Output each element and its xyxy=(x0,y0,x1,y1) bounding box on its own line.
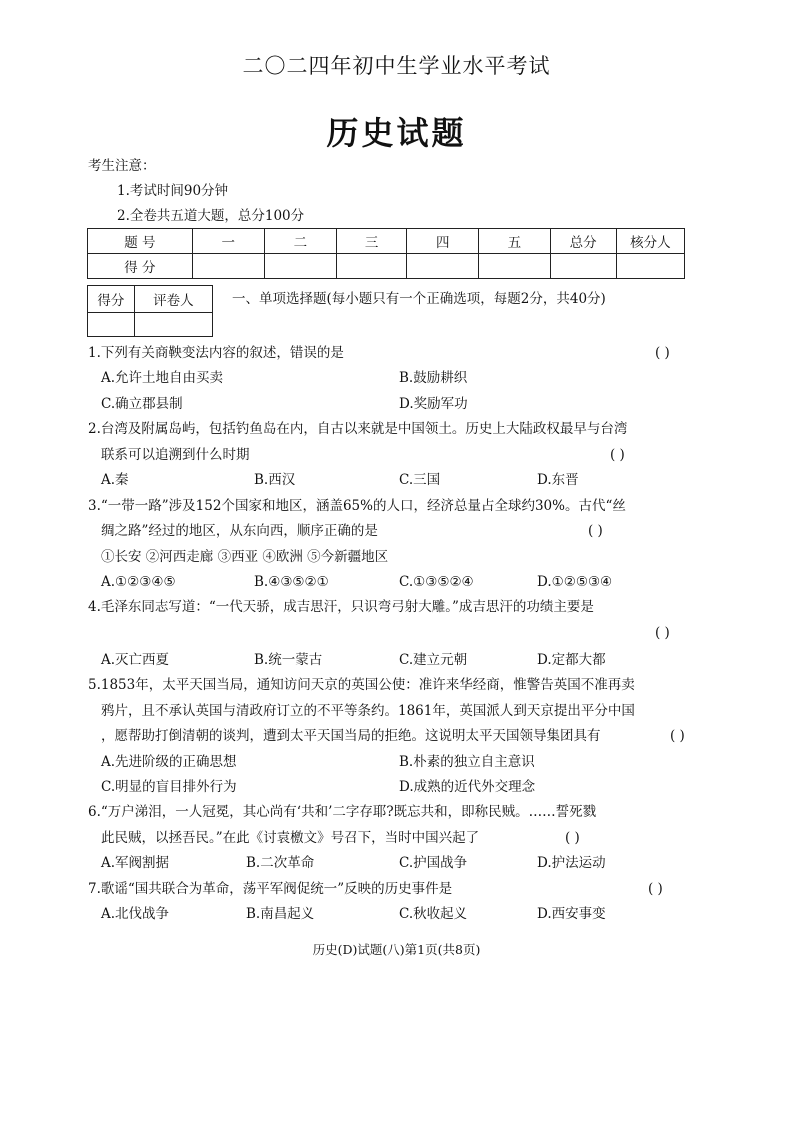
option: B.二次革命 xyxy=(246,855,315,871)
notice-item-2: 2.全卷共五道大题，总分100分 xyxy=(117,208,305,224)
option: C.秋收起义 xyxy=(399,906,468,922)
question-stem: 3.“一带一路”涉及152个国家和地区，涵盖65%的人口，经济总量占全球约30%。古代“丝 xyxy=(88,498,626,514)
option: A.秦 xyxy=(101,472,129,488)
answer-bracket: ( ) xyxy=(648,881,663,897)
score-header-cell: 三 xyxy=(337,229,407,254)
answer-bracket: ( ) xyxy=(670,728,685,744)
grader-score-label: 得分 xyxy=(88,286,135,313)
option: B.④③⑤②① xyxy=(254,574,329,590)
option: D.①②⑤③④ xyxy=(537,574,613,590)
subject-title: 历史试题 xyxy=(326,114,467,152)
option: A.军阀割据 xyxy=(101,855,170,871)
question-stem: 2.台湾及附属岛屿，包括钓鱼岛在内，自古以来就是中国领土。历史上大陆政权最早与台湾 xyxy=(88,421,628,437)
question-stem: ，愿帮助打倒清朝的谈判，遭到太平天国当局的拒绝。这说明太平天国领导集团具有 xyxy=(101,728,601,744)
grader-name-cell xyxy=(134,313,212,337)
grader-name-label: 评卷人 xyxy=(134,286,212,313)
score-header-cell: 总分 xyxy=(550,229,616,254)
score-row-label: 得 分 xyxy=(88,254,193,279)
answer-bracket: ( ) xyxy=(610,447,625,463)
question-stem: 鸦片，且不承认英国与清政府订立的不平等条约。1861年，英国派人到天京提出平分中国 xyxy=(101,703,635,719)
answer-bracket: ( ) xyxy=(655,345,670,361)
score-input-cell xyxy=(479,254,550,279)
question-stem: 5.1853年，太平天国当局，通知访问天京的英国公使：准许来华经商，惟警告英国不准再卖 xyxy=(88,677,635,693)
grader-score-cell xyxy=(88,313,135,337)
answer-bracket: ( ) xyxy=(565,830,580,846)
score-input-cell xyxy=(264,254,336,279)
option: C.①③⑤②④ xyxy=(399,574,474,590)
option: A.允许土地自由买卖 xyxy=(101,370,224,386)
score-input-cell xyxy=(407,254,479,279)
option: C.明显的盲目排外行为 xyxy=(101,779,237,795)
question-stem: ①长安 ②河西走廊 ③西亚 ④欧洲 ⑤今新疆地区 xyxy=(101,549,389,565)
option: D.东晋 xyxy=(537,472,579,488)
question-stem: 此民贼，以拯吾民。”在此《讨袁檄文》号召下，当时中国兴起了 xyxy=(101,830,480,846)
grader-box xyxy=(87,285,213,337)
option: B.西汉 xyxy=(254,472,296,488)
exam-title: 二〇二四年初中生学业水平考试 xyxy=(242,54,551,78)
score-input-cell xyxy=(192,254,264,279)
option: D.奖励军功 xyxy=(399,396,468,412)
question-stem: 1.下列有关商鞅变法内容的叙述，错误的是 xyxy=(88,345,344,361)
score-input-cell xyxy=(616,254,684,279)
score-table xyxy=(87,228,685,279)
score-input-cell xyxy=(550,254,616,279)
option: A.先进阶级的正确思想 xyxy=(101,754,237,770)
score-header-cell: 二 xyxy=(264,229,336,254)
option: A.①②③④⑤ xyxy=(101,574,176,590)
option: B.朴素的独立自主意识 xyxy=(399,754,535,770)
question-stem: 4.毛泽东同志写道：“一代天骄，成吉思汗，只识弯弓射大雕。”成吉思汗的功绩主要是 xyxy=(88,599,594,615)
option: B.南昌起义 xyxy=(246,906,315,922)
option: B.统一蒙古 xyxy=(254,652,323,668)
notice-item-1: 1.考试时间90分钟 xyxy=(117,183,229,199)
score-input-cell xyxy=(337,254,407,279)
page-footer: 历史(D)试题(八)第1页(共8页) xyxy=(312,942,481,957)
answer-bracket: ( ) xyxy=(588,523,603,539)
question-stem: 联系可以追溯到什么时期 xyxy=(101,447,250,463)
question-stem: 7.歌谣“国共联合为革命，荡平军阀促统一”反映的历史事件是 xyxy=(88,881,453,897)
option: C.护国战争 xyxy=(399,855,468,871)
answer-bracket: ( ) xyxy=(655,625,670,641)
option: B.鼓励耕织 xyxy=(399,370,468,386)
question-stem: 绸之路”经过的地区，从东向西，顺序正确的是 xyxy=(101,523,378,539)
option: A.灭亡西夏 xyxy=(101,652,170,668)
score-header-cell: 题 号 xyxy=(88,229,193,254)
score-header-cell: 核分人 xyxy=(616,229,684,254)
section-title: 一、单项选择题(每小题只有一个正确选项，每题2分，共40分) xyxy=(232,291,606,307)
score-header-cell: 五 xyxy=(479,229,550,254)
option: C.三国 xyxy=(399,472,441,488)
option: D.成熟的近代外交理念 xyxy=(399,779,536,795)
option: D.西安事变 xyxy=(537,906,606,922)
option: C.建立元朝 xyxy=(399,652,468,668)
question-stem: 6.“万户涕泪，一人冠冕，其心尚有‘共和’二字存耶?既忘共和，即称民贼。……誓死戮 xyxy=(88,804,597,820)
score-header-cell: 四 xyxy=(407,229,479,254)
option: D.定都大都 xyxy=(537,652,606,668)
score-header-cell: 一 xyxy=(192,229,264,254)
notice-heading: 考生注意： xyxy=(88,158,156,174)
option: C.确立郡县制 xyxy=(101,396,183,412)
option: A.北伐战争 xyxy=(101,906,170,922)
option: D.护法运动 xyxy=(537,855,606,871)
